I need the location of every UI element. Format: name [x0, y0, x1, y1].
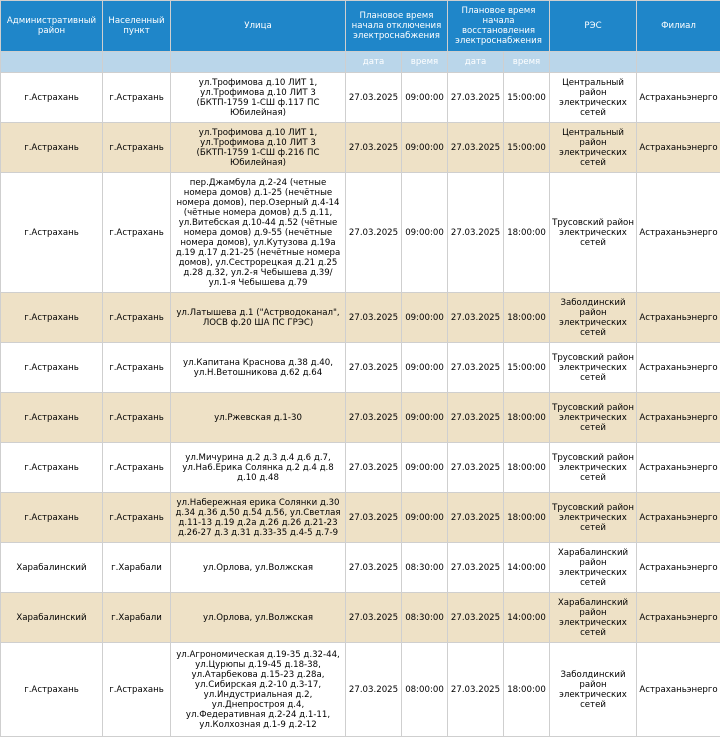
cell-settlement: г.Астрахань	[103, 493, 171, 543]
cell-off-date: 27.03.2025	[346, 123, 402, 173]
cell-street: ул.Трофимова д.10 ЛИТ 1, ул.Трофимова д.10 ЛИТ 3 (БКТП-1759 1-СШ ф.117 ПС Юбилейная)	[171, 73, 346, 123]
cell-branch: Астраханьэнерго	[637, 293, 720, 343]
subheader-restore-date: дата	[448, 52, 504, 73]
cell-branch: Астраханьэнерго	[637, 173, 720, 293]
cell-settlement: г.Астрахань	[103, 293, 171, 343]
subheader-empty	[171, 52, 346, 73]
cell-restore-time: 15:00:00	[504, 123, 550, 173]
cell-res: Трусовский район электрических сетей	[550, 393, 637, 443]
header-district: Административный район	[1, 1, 103, 52]
cell-off-date: 27.03.2025	[346, 593, 402, 643]
cell-off-time: 09:00:00	[402, 73, 448, 123]
cell-street: ул.Набережная ерика Солянки д.30 д.34 д.36 д.50 д.54 д.56, ул.Светлая д.11-13 д.19 д.2а д.26 д.26 д.21-23 д.26-27 д.3 д.31 д.33-35 д.4-5 д.7-9	[171, 493, 346, 543]
cell-res: Харабалинский район электрических сетей	[550, 593, 637, 643]
cell-off-time: 09:00:00	[402, 293, 448, 343]
header-off-time: Плановое время начала отключения электроснабжения	[346, 1, 448, 52]
table-row	[1, 123, 720, 173]
cell-restore-date: 27.03.2025	[448, 543, 504, 593]
cell-restore-time: 15:00:00	[504, 73, 550, 123]
cell-off-time: 09:00:00	[402, 493, 448, 543]
cell-branch: Астраханьэнерго	[637, 123, 720, 173]
cell-off-date: 27.03.2025	[346, 173, 402, 293]
cell-branch: Астраханьэнерго	[637, 443, 720, 493]
cell-settlement: г.Астрахань	[103, 643, 171, 737]
cell-branch: Астраханьэнерго	[637, 643, 720, 737]
cell-district: г.Астрахань	[1, 73, 103, 123]
cell-branch: Астраханьэнерго	[637, 73, 720, 123]
table-row	[1, 393, 720, 443]
cell-restore-date: 27.03.2025	[448, 123, 504, 173]
cell-off-date: 27.03.2025	[346, 493, 402, 543]
cell-res: Трусовский район электрических сетей	[550, 443, 637, 493]
cell-restore-time: 18:00:00	[504, 173, 550, 293]
cell-settlement: г.Астрахань	[103, 443, 171, 493]
cell-district: г.Астрахань	[1, 293, 103, 343]
table-row	[1, 643, 720, 737]
cell-settlement: г.Астрахань	[103, 173, 171, 293]
cell-district: г.Астрахань	[1, 443, 103, 493]
table-row	[1, 543, 720, 593]
cell-off-date: 27.03.2025	[346, 73, 402, 123]
cell-restore-time: 18:00:00	[504, 393, 550, 443]
cell-restore-time: 18:00:00	[504, 643, 550, 737]
table-body	[1, 73, 720, 737]
cell-district: Харабалинский	[1, 543, 103, 593]
table-row	[1, 493, 720, 543]
subheader-empty	[637, 52, 720, 73]
cell-res: Заболдинский район электрических сетей	[550, 643, 637, 737]
cell-restore-date: 27.03.2025	[448, 393, 504, 443]
cell-street: ул.Агрономическая д.19-35 д.32-44, ул.Цурюпы д.19-45 д.18-38, ул.Атарбекова д.15-23 д.28а, ул.Сибирская д.2-10 д.3-17, ул.Индустриальная д.2, ул.Днепростроя д.4, ул.Федеративная д.2-24 д.1-11, ул.Колхозная д.1-9 д.2-12	[171, 643, 346, 737]
cell-street: ул.Мичурина д.2 д.3 д.4 д.6 д.7, ул.На6.Ерика Солянка д.2 д.4 д.8 д.10 д.48	[171, 443, 346, 493]
cell-street: ул.Латышева д.1 ("Астрводоканал", ЛОСВ ф.20 ША ПС ГРЭС)	[171, 293, 346, 343]
cell-off-date: 27.03.2025	[346, 643, 402, 737]
cell-off-date: 27.03.2025	[346, 543, 402, 593]
cell-restore-date: 27.03.2025	[448, 493, 504, 543]
table-row	[1, 593, 720, 643]
cell-res: Харабалинский район электрических сетей	[550, 543, 637, 593]
cell-off-date: 27.03.2025	[346, 293, 402, 343]
header-row	[1, 1, 720, 52]
cell-settlement: г.Харабали	[103, 543, 171, 593]
cell-off-time: 09:00:00	[402, 393, 448, 443]
cell-restore-date: 27.03.2025	[448, 343, 504, 393]
cell-res: Центральный район электрических сетей	[550, 123, 637, 173]
cell-street: ул.Орлова, ул.Волжская	[171, 543, 346, 593]
subheader-restore-time: время	[504, 52, 550, 73]
cell-res: Заболдинский район электрических сетей	[550, 293, 637, 343]
cell-settlement: г.Астрахань	[103, 123, 171, 173]
cell-restore-date: 27.03.2025	[448, 293, 504, 343]
cell-off-time: 09:00:00	[402, 343, 448, 393]
cell-res: Трусовский район электрических сетей	[550, 173, 637, 293]
subheader-off-date: дата	[346, 52, 402, 73]
cell-restore-date: 27.03.2025	[448, 73, 504, 123]
subheader-row	[1, 52, 720, 73]
cell-restore-time: 18:00:00	[504, 293, 550, 343]
cell-restore-date: 27.03.2025	[448, 173, 504, 293]
header-settlement: Населенный пункт	[103, 1, 171, 52]
cell-res: Центральный район электрических сетей	[550, 73, 637, 123]
cell-restore-date: 27.03.2025	[448, 643, 504, 737]
cell-branch: Астраханьэнерго	[637, 593, 720, 643]
cell-branch: Астраханьэнерго	[637, 493, 720, 543]
cell-restore-date: 27.03.2025	[448, 443, 504, 493]
cell-off-date: 27.03.2025	[346, 443, 402, 493]
cell-district: г.Астрахань	[1, 173, 103, 293]
cell-off-time: 08:30:00	[402, 593, 448, 643]
cell-district: г.Астрахань	[1, 123, 103, 173]
cell-off-time: 08:00:00	[402, 643, 448, 737]
cell-off-time: 09:00:00	[402, 123, 448, 173]
cell-off-date: 27.03.2025	[346, 393, 402, 443]
cell-district: Харабалинский	[1, 593, 103, 643]
table-row	[1, 173, 720, 293]
cell-res: Трусовский район электрических сетей	[550, 343, 637, 393]
cell-branch: Астраханьэнерго	[637, 393, 720, 443]
cell-street: ул.Ржевская д.1-30	[171, 393, 346, 443]
subheader-empty	[103, 52, 171, 73]
subheader-empty	[1, 52, 103, 73]
table-row	[1, 293, 720, 343]
cell-settlement: г.Астрахань	[103, 393, 171, 443]
table-row	[1, 443, 720, 493]
cell-branch: Астраханьэнерго	[637, 543, 720, 593]
cell-res: Трусовский район электрических сетей	[550, 493, 637, 543]
cell-street: ул.Трофимова д.10 ЛИТ 1, ул.Трофимова д.10 ЛИТ 3 (БКТП-1759 1-СШ ф.216 ПС Юбилейная)	[171, 123, 346, 173]
subheader-empty	[550, 52, 637, 73]
header-restore-time: Плановое время начала восстановления электроснабжения	[448, 1, 550, 52]
table-row	[1, 73, 720, 123]
cell-branch: Астраханьэнерго	[637, 343, 720, 393]
cell-restore-time: 14:00:00	[504, 543, 550, 593]
cell-street: пер.Джамбула д.2-24 (четные номера домов) д.1-25 (нечётные номера домов), пер.Озерный д.4-14 (чётные номера домов) д.5 д.11, ул.Витебская д.10-44 д.52 (чётные номера домов) д.9-55 (нечётные номера домов), ул.Кутузова д.19а д.19 д.17 д.21-25 (нечётные номера домов), ул.Сестрорецкая д.21 д.25 д.28 д.32, ул.2-я Чебышева д.39/ ул.1-я Чебышева д.79	[171, 173, 346, 293]
subheader-off-time: время	[402, 52, 448, 73]
cell-district: г.Астрахань	[1, 643, 103, 737]
cell-restore-date: 27.03.2025	[448, 593, 504, 643]
cell-off-date: 27.03.2025	[346, 343, 402, 393]
cell-district: г.Астрахань	[1, 493, 103, 543]
cell-district: г.Астрахань	[1, 343, 103, 393]
cell-street: ул.Капитана Краснова д.38 д.40, ул.Н.Ветошникова д.62 д.64	[171, 343, 346, 393]
cell-settlement: г.Харабали	[103, 593, 171, 643]
cell-restore-time: 18:00:00	[504, 443, 550, 493]
header-res: РЭС	[550, 1, 637, 52]
cell-off-time: 08:30:00	[402, 543, 448, 593]
cell-restore-time: 18:00:00	[504, 493, 550, 543]
cell-off-time: 09:00:00	[402, 173, 448, 293]
header-branch: Филиал	[637, 1, 720, 52]
table-row	[1, 343, 720, 393]
cell-settlement: г.Астрахань	[103, 73, 171, 123]
cell-district: г.Астрахань	[1, 393, 103, 443]
cell-off-time: 09:00:00	[402, 443, 448, 493]
cell-restore-time: 15:00:00	[504, 343, 550, 393]
cell-street: ул.Орлова, ул.Волжская	[171, 593, 346, 643]
cell-settlement: г.Астрахань	[103, 343, 171, 393]
header-street: Улица	[171, 1, 346, 52]
cell-restore-time: 14:00:00	[504, 593, 550, 643]
